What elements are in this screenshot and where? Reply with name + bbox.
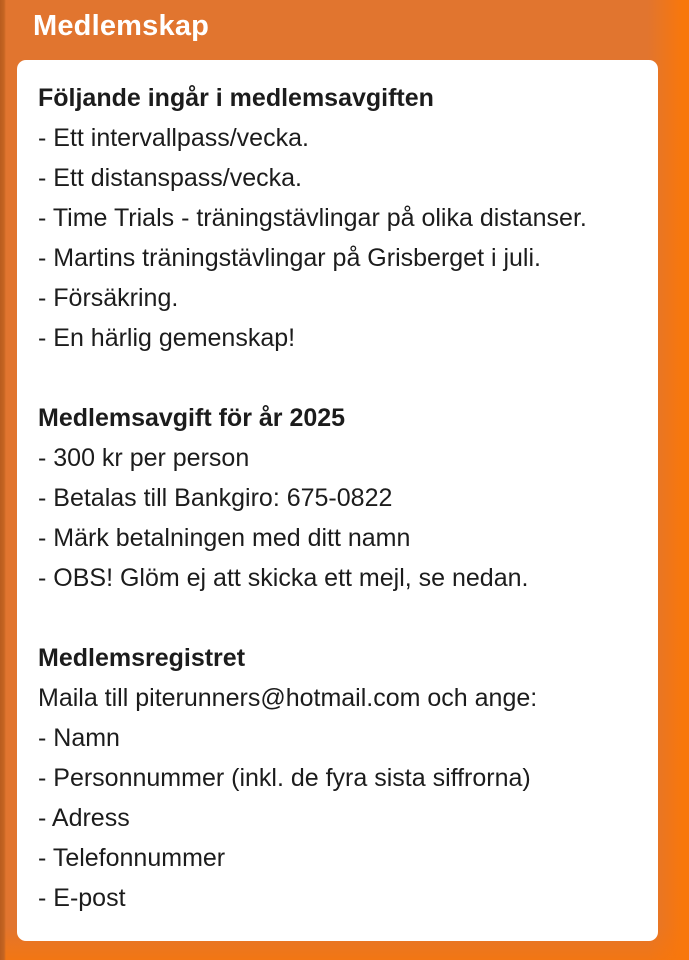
section-member-registry [38,638,638,918]
section-included-in-fee [38,78,638,358]
list-line: - Martins träningstävlingar på Grisberget i juli. [38,244,541,272]
list-line: - En härlig gemenskap! [38,324,296,352]
section-heading: Medlemsregistret [38,644,246,672]
list-line: - Ett intervallpass/vecka. [38,124,309,152]
list-line: - 300 kr per person [38,444,250,472]
list-line: - Adress [38,804,130,832]
list-line: - Personnummer (inkl. de fyra sista siffrorna) [38,764,531,792]
list-line: - Namn [38,724,120,752]
section-heading: Medlemsavgift för år 2025 [38,404,346,432]
list-line: - Märk betalningen med ditt namn [38,524,411,552]
list-line: - E-post [38,884,126,912]
registry-intro-line: Maila till piterunners@hotmail.com och ange: [38,684,538,712]
section-membership-fee [38,398,638,598]
list-line: - Telefonnummer [38,844,226,872]
list-line: - Betalas till Bankgiro: 675-0822 [38,484,393,512]
content-card [17,60,658,941]
list-line: - Time Trials - träningstävlingar på olika distanser. [38,204,587,232]
section-heading: Följande ingår i medlemsavgiften [38,84,434,112]
app-header [0,0,689,60]
list-line: - OBS! Glöm ej att skicka ett mejl, se nedan. [38,564,529,592]
page-title: Medlemskap [33,10,210,42]
list-line: - Försäkring. [38,284,179,312]
list-line: - Ett distanspass/vecka. [38,164,303,192]
